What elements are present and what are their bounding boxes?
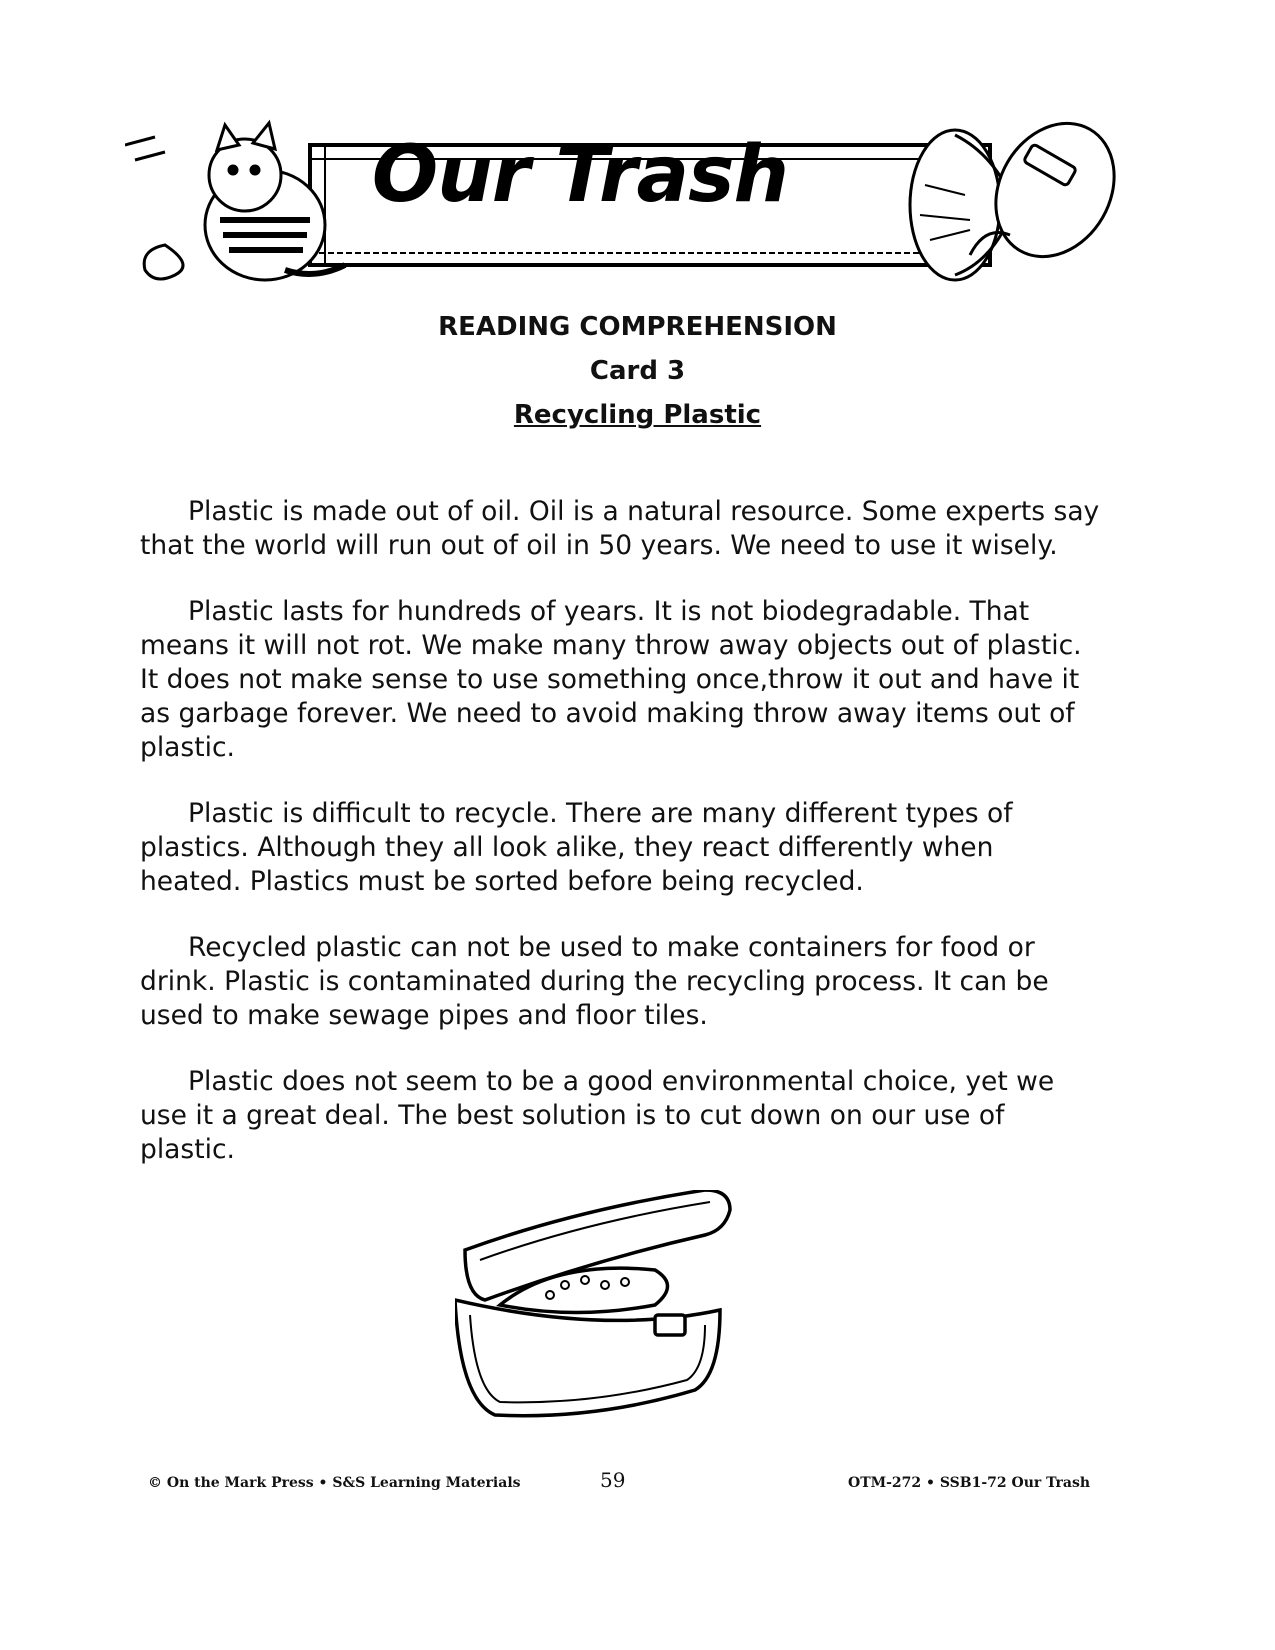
paragraph: Plastic is made out of oil. Oil is a natural resource. Some experts say that the world will run out of oil in 50 years. We need to use it wisely. [140, 496, 1100, 561]
page-title: Our Trash [371, 130, 789, 220]
lunchbox-illustration [455, 1190, 755, 1424]
page-number: 59 [600, 1468, 626, 1492]
paragraph: Plastic does not seem to be a good environmental choice, yet we use it a great deal. The best solution is to cut down on our use of plastic. [140, 1066, 1055, 1165]
paragraph: Plastic lasts for hundreds of years. It is not biodegradable. That means it will not rot. We make many throw away objects out of plastic. It does not make sense to use something once,throw it out and have it as garbage forever. We need to avoid making throw away items out of plastic. [140, 596, 1082, 763]
section-heading: READING COMPREHENSION [438, 312, 837, 342]
footer-code: OTM-272 • SSB1-72 Our Trash [848, 1475, 1091, 1491]
heading-block [0, 305, 1275, 437]
footer-publisher: © On the Mark Press • S&S Learning Materials [148, 1475, 521, 1491]
trash-can-illustration [910, 115, 1125, 280]
card-label: Card 3 [589, 356, 686, 386]
reading-passage [140, 495, 1100, 1199]
paragraph: Plastic is difficult to recycle. There are many different types of plastics. Although they all look alike, they react differently when heated. Plastics must be sorted before being recycled. [140, 798, 1013, 897]
subtitle: Recycling Plastic [513, 400, 762, 430]
paragraph: Recycled plastic can not be used to make containers for food or drink. Plastic is contaminated during the recycling process. It can be used to make sewage pipes and floor tiles. [140, 932, 1049, 1031]
